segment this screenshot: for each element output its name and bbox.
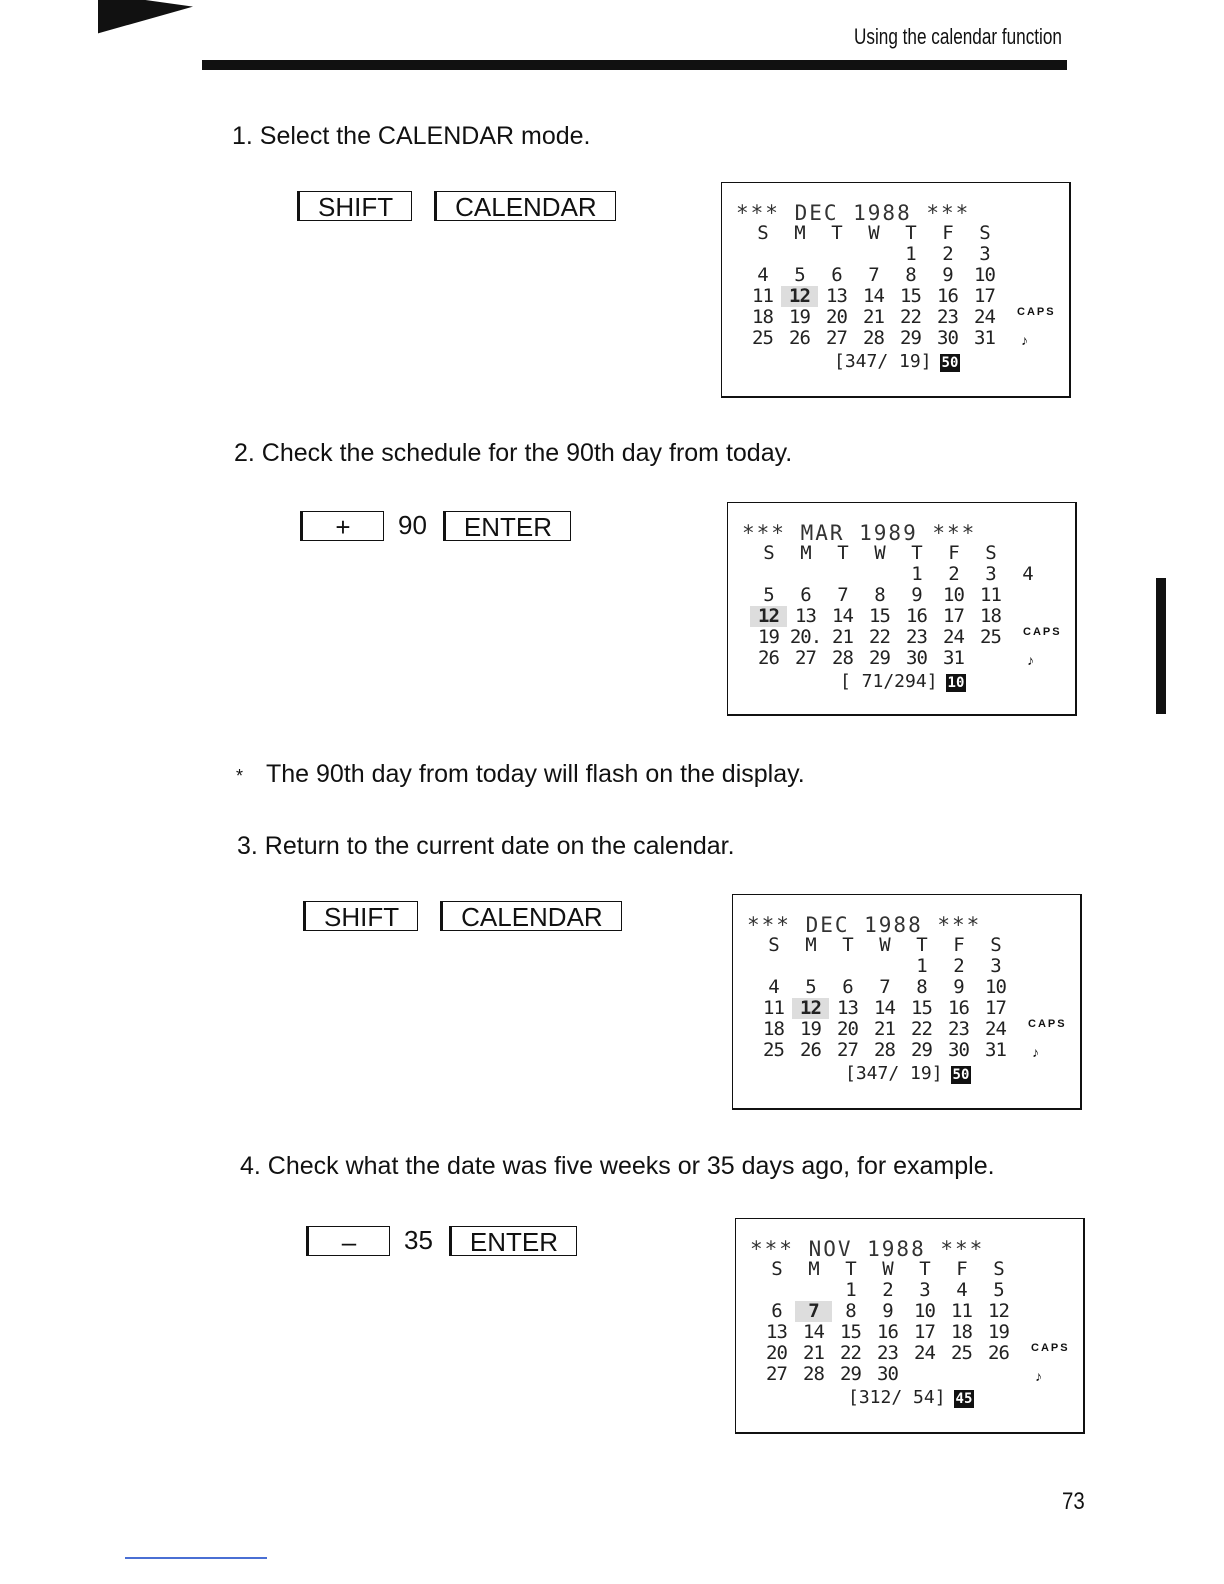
lcd-week-badge: 45 [955,1391,973,1407]
lcd-day: 6 [800,584,811,606]
lcd-weekday-row [755,935,1014,956]
lcd-day [861,564,898,585]
lcd-day: 17 [943,605,964,627]
lcd-day: 1 [911,563,922,585]
lcd-day: 22 [900,306,921,328]
lcd-weekday: M [805,934,816,956]
lcd-weekday: T [842,934,853,956]
lcd-day-highlighted: 12 [792,998,829,1019]
lcd-day: 2 [882,1279,893,1301]
lcd-day: 16 [948,997,969,1019]
lcd-day: 27 [766,1363,787,1385]
lcd-display-1 [721,182,1071,398]
lcd-day: 7 [837,584,848,606]
lcd-day: 25 [951,1342,972,1364]
lcd-day: 23 [948,1018,969,1040]
lcd-day: 7 [868,264,879,286]
lcd-day: 14 [863,285,884,307]
plus-key: + [300,511,384,541]
lcd-weekday: S [757,222,768,244]
lcd-day: 20 [826,306,847,328]
lcd-day: 10 [943,584,964,606]
lcd-day [855,244,892,265]
lcd-display-2 [727,502,1077,716]
lcd-day [758,1280,795,1301]
lcd-weekday: M [800,542,811,564]
lcd-day: 13 [837,997,858,1019]
lcd-weekday: T [919,1258,930,1280]
lcd-day: 23 [937,306,958,328]
lcd-week-row [758,1280,1017,1301]
enter-key: ENTER [449,1226,577,1256]
lcd-week-row [744,265,1003,286]
page-number: 73 [1062,1488,1085,1515]
lcd-weekday: S [771,1258,782,1280]
lcd-weekday: S [993,1258,1004,1280]
lcd-day-count: [347/ 19] [834,351,932,372]
asterisk-mark: * [236,766,244,786]
lcd-day: 19 [758,626,779,648]
lcd-weekday: T [831,222,842,244]
lcd-status-line [840,671,966,692]
lcd-day: 8 [845,1300,856,1322]
lcd-day-highlighted: 12 [750,606,787,627]
music-note-icon: ♪ [1032,1044,1039,1060]
step-3: 3. Return to the current date on the calendar. [237,832,735,860]
lcd-day [824,564,861,585]
caps-indicator: CAPS [1023,626,1062,638]
enter-key: ENTER [443,511,571,541]
lcd-day: 25 [763,1039,784,1061]
lcd-calendar-grid [758,1259,1017,1385]
lcd-day: 2 [948,563,959,585]
lcd-day: 13 [766,1321,787,1343]
lcd-day: 17 [974,285,995,307]
lcd-day: 3 [990,955,1001,977]
lcd-week-row [750,564,1046,585]
caps-indicator: CAPS [1017,306,1056,318]
lcd-day: 15 [869,605,890,627]
lcd-week-row [750,585,1046,606]
lcd-day: 29 [840,1363,861,1385]
lcd-display-3 [732,894,1082,1110]
lcd-day: 21 [863,306,884,328]
lcd-status-line [834,351,960,372]
caps-indicator: CAPS [1031,1342,1070,1354]
lcd-day-count: [ 71/294] [840,671,938,692]
lcd-calendar-grid [755,935,1014,1061]
lcd-week-row [750,648,1046,669]
running-header: Using the calendar function [854,24,1062,49]
lcd-day: 3 [979,243,990,265]
lcd-day [750,564,787,585]
lcd-day: 20. [789,626,822,648]
music-note-icon: ♪ [1021,332,1028,348]
lcd-day: 21 [874,1018,895,1040]
lcd-weekday-row [750,543,1046,564]
bottom-rule [125,1557,267,1559]
lcd-weekday: T [845,1258,856,1280]
lcd-day: 17 [985,997,1006,1019]
lcd-day: 27 [837,1039,858,1061]
lcd-day: 4 [1022,563,1033,585]
lcd-day: 21 [803,1342,824,1364]
lcd-day: 31 [943,647,964,669]
lcd-day: 24 [974,306,995,328]
lcd-day: 7 [879,976,890,998]
lcd-day: 4 [956,1279,967,1301]
lcd-day: 5 [805,976,816,998]
lcd-day: 28 [832,647,853,669]
lcd-weekday: S [985,542,996,564]
lcd-day: 1 [916,955,927,977]
lcd-day: 30 [937,327,958,349]
lcd-weekday: S [979,222,990,244]
lcd-day: 13 [826,285,847,307]
lcd-week-row [758,1343,1017,1364]
lcd-day: 22 [840,1342,861,1364]
lcd-weekday: T [916,934,927,956]
lcd-day: 26 [800,1039,821,1061]
lcd-calendar-grid [750,543,1046,669]
lcd-day: 9 [911,584,922,606]
lcd-day: 16 [877,1321,898,1343]
lcd-day: 2 [942,243,953,265]
lcd-day: 24 [914,1342,935,1364]
lcd-weekday: W [874,542,885,564]
lcd-week-row [750,606,1046,627]
lcd-weekday: F [953,934,964,956]
lcd-status-line [845,1063,971,1084]
lcd-day [781,244,818,265]
lcd-week-row [755,977,1014,998]
lcd-day: 9 [953,976,964,998]
lcd-day [866,956,903,977]
lcd-week-row [755,998,1014,1019]
lcd-week-row [758,1322,1017,1343]
lcd-day: 13 [795,605,816,627]
lcd-weekday: F [948,542,959,564]
lcd-title: *** NOV 1988 *** [750,1237,985,1261]
music-note-icon: ♪ [1035,1368,1042,1384]
caps-indicator: CAPS [1028,1018,1067,1030]
lcd-day: 4 [768,976,779,998]
lcd-day: 21 [832,626,853,648]
lcd-day [906,1364,943,1385]
lcd-day-count: [347/ 19] [845,1063,943,1084]
lcd-week-row [758,1364,1017,1385]
lcd-weekday: W [868,222,879,244]
lcd-day [795,1280,832,1301]
lcd-weekday-row [758,1259,1017,1280]
lcd-status-line [848,1387,974,1408]
lcd-day: 8 [916,976,927,998]
lcd-week-row [755,956,1014,977]
lcd-day: 8 [874,584,885,606]
lcd-day: 18 [752,306,773,328]
lcd-weekday: M [808,1258,819,1280]
lcd-title: *** DEC 1988 *** [736,201,971,225]
lcd-day: 20 [837,1018,858,1040]
lcd-week-badge: 50 [952,1067,970,1083]
lcd-day [818,244,855,265]
lcd-day: 27 [795,647,816,669]
lcd-day: 28 [803,1363,824,1385]
lcd-week-row [755,1040,1014,1061]
shift-key: SHIFT [303,901,418,931]
number-35: 35 [404,1225,433,1255]
lcd-day: 12 [988,1300,1009,1322]
step-2: 2. Check the schedule for the 90th day from today. [234,439,793,467]
lcd-weekday: W [882,1258,893,1280]
key-row-4 [306,1225,577,1256]
lcd-day: 31 [985,1039,1006,1061]
lcd-day: 9 [942,264,953,286]
lcd-weekday: S [768,934,779,956]
lcd-day: 19 [800,1018,821,1040]
calendar-key: CALENDAR [440,901,622,931]
lcd-day: 16 [937,285,958,307]
thumb-tab-mark [1156,578,1166,714]
music-note-icon: ♪ [1027,652,1034,668]
calendar-key: CALENDAR [434,191,616,221]
lcd-day: 11 [951,1300,972,1322]
lcd-weekday: T [905,222,916,244]
lcd-week-row [744,307,1003,328]
lcd-day [792,956,829,977]
lcd-day [787,564,824,585]
asterisk-note [236,760,805,789]
lcd-weekday: W [879,934,890,956]
lcd-day: 20 [766,1342,787,1364]
lcd-day: 26 [758,647,779,669]
lcd-day: 15 [900,285,921,307]
lcd-day: 1 [905,243,916,265]
step-4: 4. Check what the date was five weeks or 35 days ago, for example. [240,1152,995,1180]
minus-key: – [306,1226,390,1256]
shift-key: SHIFT [297,191,412,221]
lcd-day: 28 [874,1039,895,1061]
lcd-day: 10 [914,1300,935,1322]
lcd-week-row [744,286,1003,307]
lcd-day: 27 [826,327,847,349]
lcd-day: 18 [763,1018,784,1040]
lcd-day: 6 [771,1300,782,1322]
lcd-day [744,244,781,265]
lcd-weekday: F [956,1258,967,1280]
lcd-day: 6 [831,264,842,286]
lcd-day: 15 [911,997,932,1019]
lcd-day: 25 [980,626,1001,648]
asterisk-note-text: The 90th day from today will flash on the display. [266,760,805,788]
step-1: 1. Select the CALENDAR mode. [232,122,591,150]
header-rule [202,60,1067,70]
lcd-day: 10 [985,976,1006,998]
lcd-day: 1 [845,1279,856,1301]
lcd-day: 30 [906,647,927,669]
lcd-day: 23 [906,626,927,648]
lcd-day: 3 [985,563,996,585]
lcd-day: 10 [974,264,995,286]
lcd-weekday: S [990,934,1001,956]
lcd-weekday: M [794,222,805,244]
lcd-title: *** DEC 1988 *** [747,913,982,937]
lcd-day: 29 [900,327,921,349]
lcd-day: 30 [877,1363,898,1385]
lcd-day: 14 [803,1321,824,1343]
lcd-day: 11 [752,285,773,307]
lcd-day: 6 [842,976,853,998]
lcd-day: 2 [953,955,964,977]
lcd-weekday: T [837,542,848,564]
lcd-day [829,956,866,977]
lcd-day: 19 [789,306,810,328]
lcd-day: 11 [980,584,1001,606]
lcd-day [980,1364,1017,1385]
lcd-day: 22 [869,626,890,648]
lcd-display-4 [735,1218,1085,1434]
lcd-day [755,956,792,977]
lcd-day: 8 [905,264,916,286]
lcd-day: 19 [988,1321,1009,1343]
lcd-weekday: S [763,542,774,564]
lcd-week-row [758,1301,1017,1322]
lcd-day: 23 [877,1342,898,1364]
lcd-week-row [744,328,1003,349]
lcd-weekday: T [911,542,922,564]
lcd-week-badge: 50 [941,355,959,371]
lcd-day: 16 [906,605,927,627]
lcd-day: 30 [948,1039,969,1061]
lcd-day: 25 [752,327,773,349]
lcd-day: 14 [832,605,853,627]
lcd-title: *** MAR 1989 *** [742,521,977,545]
key-row-1 [297,191,616,221]
lcd-day: 31 [974,327,995,349]
key-row-3 [303,901,622,931]
lcd-calendar-grid [744,223,1003,349]
key-row-2 [300,510,571,541]
lcd-day: 18 [951,1321,972,1343]
lcd-day: 15 [840,1321,861,1343]
lcd-day: 29 [869,647,890,669]
lcd-day: 5 [763,584,774,606]
number-90: 90 [398,510,427,540]
lcd-day: 18 [980,605,1001,627]
lcd-day [972,648,1009,669]
lcd-week-badge: 10 [947,675,965,691]
corner-mark [98,0,193,47]
lcd-week-row [750,627,1046,648]
lcd-day: 17 [914,1321,935,1343]
lcd-day: 22 [911,1018,932,1040]
lcd-weekday: F [942,222,953,244]
lcd-day: 26 [988,1342,1009,1364]
lcd-week-row [744,244,1003,265]
lcd-day [943,1364,980,1385]
lcd-week-row [755,1019,1014,1040]
lcd-day: 9 [882,1300,893,1322]
lcd-weekday-row [744,223,1003,244]
lcd-day: 14 [874,997,895,1019]
lcd-day: 24 [943,626,964,648]
lcd-day: 5 [993,1279,1004,1301]
lcd-day: 24 [985,1018,1006,1040]
lcd-day-highlighted: 12 [781,286,818,307]
lcd-day-highlighted: 7 [795,1301,832,1322]
lcd-day: 28 [863,327,884,349]
lcd-day-count: [312/ 54] [848,1387,946,1408]
lcd-day: 4 [757,264,768,286]
lcd-day: 29 [911,1039,932,1061]
lcd-day: 5 [794,264,805,286]
lcd-day: 26 [789,327,810,349]
lcd-day: 3 [919,1279,930,1301]
lcd-day: 11 [763,997,784,1019]
